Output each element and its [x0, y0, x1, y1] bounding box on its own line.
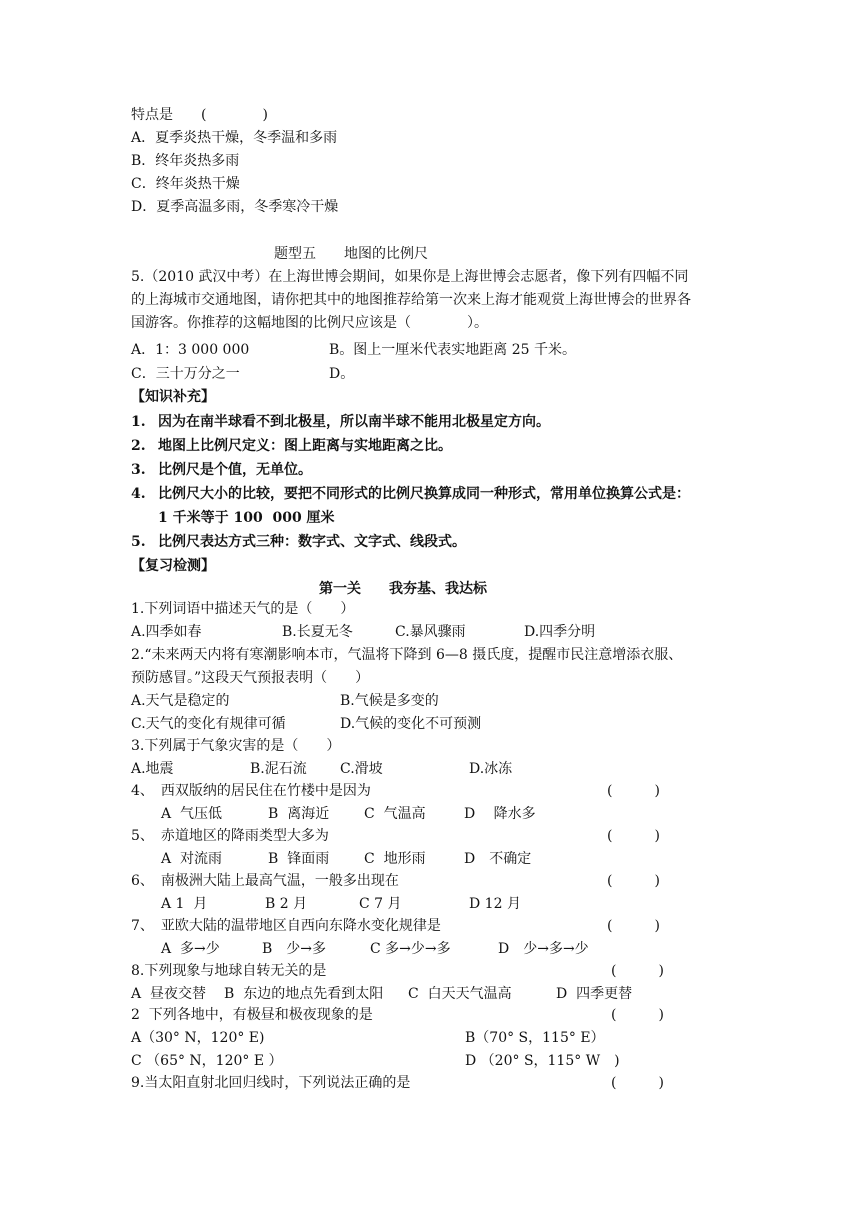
question-5-option-b: B。图上一厘米代表实地距离 25 千米。 — [329, 342, 577, 358]
question-2b-stem: 2 下列各地中，有极昼和极夜现象的是 — [131, 1007, 373, 1023]
question-5-option-c: C．三十万分之一 — [131, 366, 240, 382]
answer-paren: ( ) — [607, 828, 660, 844]
knowledge-item-text: 比例尺是个值，无单位。 — [158, 462, 312, 478]
answer-paren: ( ) — [611, 1075, 664, 1091]
option-a: A．夏季炎热干燥，冬季温和多雨 — [131, 130, 338, 146]
option-d: D 四季更替 — [556, 986, 633, 1002]
option-d: D 少→多→少 — [498, 941, 589, 957]
question-2-line-2: 预防感冒。”这段天气预报表明（ ） — [131, 670, 370, 686]
option-d: D 降水多 — [464, 806, 536, 822]
answer-paren: ( ) — [607, 783, 660, 799]
knowledge-item-num: 1. — [131, 414, 146, 430]
question-9-stem: 9.当太阳直射北回归线时，下列说法正确的是 — [131, 1075, 411, 1091]
option-d: D．夏季高温多雨，冬季寒冷干燥 — [131, 199, 339, 215]
option-a: A（30° N，120° E) — [131, 1030, 265, 1046]
option-b: B（70° S，115° E） — [465, 1030, 605, 1046]
option-d: D.冰冻 — [469, 761, 513, 777]
option-d: D.四季分明 — [524, 624, 596, 640]
knowledge-item-num: 2. — [131, 438, 146, 454]
question-7-stem: 7、 亚欧大陆的温带地区自西向东降水变化规律是 — [131, 918, 441, 934]
knowledge-item-num: 3. — [131, 462, 146, 478]
question-5-line-2: 的上海城市交通地图，请你把其中的地图推荐给第一次来上海才能观赏上海世博会的世界各 — [131, 292, 691, 308]
question-5b-stem: 5、 赤道地区的降雨类型大多为 — [131, 828, 329, 844]
option-c: C.滑坡 — [340, 761, 383, 777]
question-5-line-1: 5.（2010 武汉中考）在上海世博会期间，如果你是上海世博会志愿者，像下列有四幅不同 — [131, 269, 689, 285]
option-b: B 2 月 — [265, 896, 308, 912]
knowledge-item-num: 5. — [131, 534, 146, 550]
option-c: C （65° N，120° E ） — [131, 1053, 283, 1069]
option-d: D.气候的变化不可预测 — [340, 716, 482, 732]
option-a: A 气压低 — [161, 806, 223, 822]
option-b: B 离海近 — [268, 806, 330, 822]
option-b: B 锋面雨 — [268, 851, 330, 867]
answer-paren: ( ) — [607, 873, 660, 889]
option-c: C 地形雨 — [364, 851, 426, 867]
option-c: C.暴风骤雨 — [395, 624, 466, 640]
option-b: B.气候是多变的 — [340, 693, 439, 709]
question-8-stem: 8.下列现象与地球自转无关的是 — [131, 963, 327, 979]
knowledge-item-text: 比例尺表达方式三种：数字式、文字式、线段式。 — [158, 534, 466, 550]
question-stem-tail: 特点是 ( ) — [131, 107, 268, 123]
question-4-stem: 4、 西双版纳的居民住在竹楼中是因为 — [131, 783, 371, 799]
option-b: B.泥石流 — [250, 761, 307, 777]
option-a: A 多→少 — [161, 941, 220, 957]
option-c: C 气温高 — [364, 806, 426, 822]
option-d: D 不确定 — [464, 851, 532, 867]
answer-paren: ( ) — [607, 918, 660, 934]
option-b: B.长夏无冬 — [282, 624, 353, 640]
knowledge-item-continuation: 1 千米等于 100 000 厘米 — [158, 510, 335, 526]
option-a: A.地震 — [131, 761, 174, 777]
question-3-stem: 3.下列属于气象灾害的是（ ） — [131, 738, 341, 754]
question-2-line-1: 2.“未来两天内将有寒潮影响本市，气温将下降到 6—8 摄氏度，提醒市民注意增添衣服、 — [131, 647, 683, 663]
option-d: D （20° S，115° W ) — [465, 1053, 620, 1069]
option-c: C 多→少→多 — [370, 941, 451, 957]
option-a: A 对流雨 — [161, 851, 223, 867]
knowledge-item-text: 地图上比例尺定义：图上距离与实地距离之比。 — [158, 438, 452, 454]
option-b: B．终年炎热多雨 — [131, 153, 240, 169]
answer-paren: ( ) — [611, 963, 664, 979]
knowledge-header: 【知识补充】 — [131, 389, 215, 405]
review-header: 【复习检测】 — [131, 558, 215, 574]
question-1-stem: 1.下列词语中描述天气的是（ ） — [131, 601, 355, 617]
option-a: A 1 月 — [161, 896, 208, 912]
option-a: A.天气是稳定的 — [131, 693, 230, 709]
option-c: C．终年炎热干燥 — [131, 176, 240, 192]
section-title: 题型五 地图的比例尺 — [274, 246, 428, 262]
option-c: C 7 月 — [359, 896, 402, 912]
question-5-option-d: D。 — [329, 366, 355, 382]
knowledge-item-text: 比例尺大小的比较，要把不同形式的比例尺换算成同一种形式，常用单位换算公式是： — [158, 486, 690, 502]
question-5-line-3: 国游客。你推荐的这幅地图的比例尺应该是（ ）。 — [131, 315, 488, 331]
option-c: C 白天天气温高 — [408, 986, 512, 1002]
question-5-option-a: A．1：3 000 000 — [131, 342, 250, 358]
option-c: C.天气的变化有规律可循 — [131, 716, 286, 732]
option-a: A 昼夜交替 — [131, 986, 207, 1002]
question-6-stem: 6、 南极洲大陆上最高气温，一般多出现在 — [131, 873, 399, 889]
stage-title: 第一关 我夯基、我达标 — [319, 581, 487, 597]
knowledge-item-num: 4. — [131, 486, 146, 502]
option-b: B 东边的地点先看到太阳 — [224, 986, 384, 1002]
answer-paren: ( ) — [611, 1007, 664, 1023]
option-b: B 少→多 — [262, 941, 327, 957]
option-d: D 12 月 — [469, 896, 521, 912]
option-a: A.四季如春 — [131, 624, 202, 640]
knowledge-item-text: 因为在南半球看不到北极星，所以南半球不能用北极星定方向。 — [158, 414, 550, 430]
